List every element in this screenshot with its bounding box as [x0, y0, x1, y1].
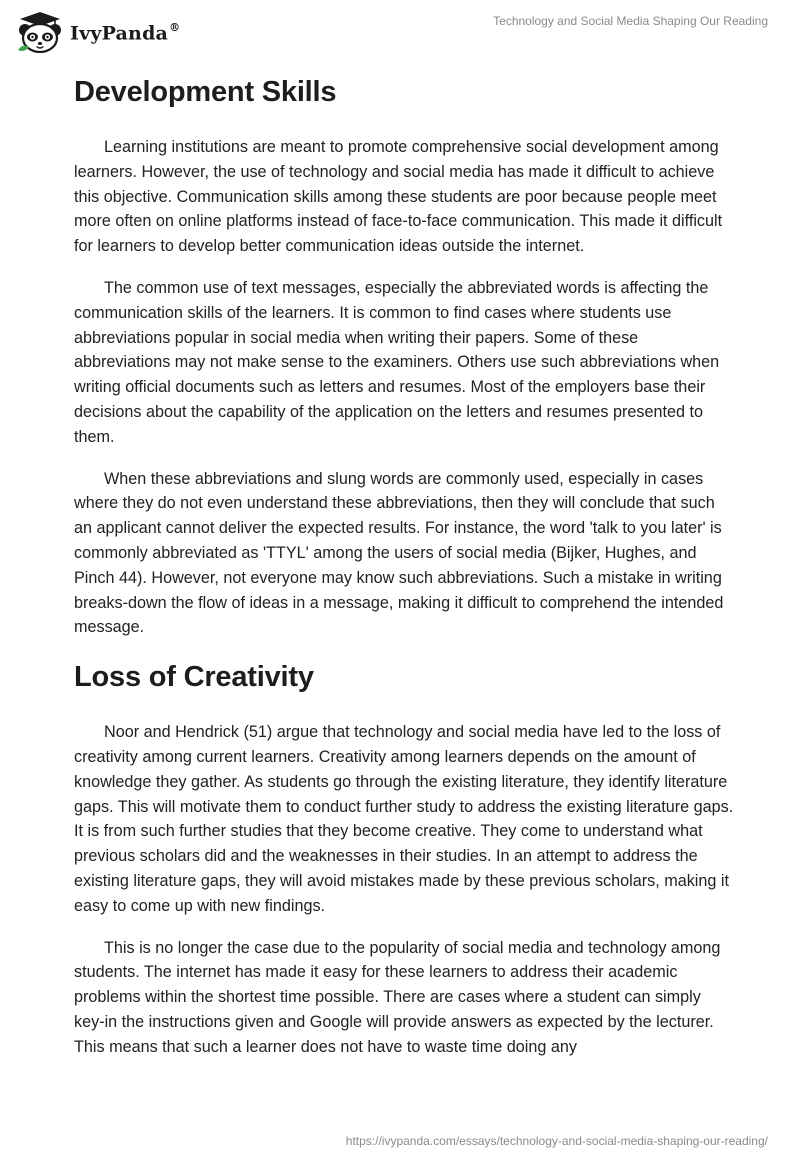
document-title: Technology and Social Media Shaping Our Reading [493, 14, 768, 28]
ivypanda-logo[interactable] [14, 10, 180, 54]
source-url-link[interactable]: https://ivypanda.com/essays/technology-and-social-media-shaping-our-reading/ [345, 1134, 768, 1148]
paragraph: This is no longer the case due to the popularity of social media and technology among students. The internet has made it easy for these learners to address their academic problems within the shortest time possible. There are cases where a student can simply key-in the instructions given and Google will provide answers as expected by the lecturer. This means that such a learner does not have to waste time doing any [74, 938, 721, 1056]
panda-graduate-icon [14, 10, 66, 54]
section-heading-development-skills: Development Skills [74, 76, 337, 108]
paragraph: Learning institutions are meant to promote comprehensive social development among learners. However, the use of technology and social media has made it difficult to achieve this objective. Communication skills among these students are poor because people meet more often on online platforms instead of face-to-face communication. This made it difficult for learners to develop better communication ideas outside the internet. [74, 138, 723, 256]
paragraph: The common use of text messages, especially the abbreviated words is affecting the communication skills of the learners. It is common to find cases where students use abbreviations popular in social media when writing their papers. Some of these abbreviations may not make sense to the examiners. Others use such abbreviations when writing official documents such as letters and resumes. Most of the employers base their decisions about the capability of the application on the letters and resumes presented to them. [74, 278, 720, 446]
brand-name: IvyPanda® [70, 20, 181, 45]
essay-content [74, 70, 734, 1077]
paragraph: When these abbreviations and slung words are commonly used, especially in cases where they do not even understand these abbreviations, then they will conclude that such an applicant cannot deliver the expected results. For instance, the word 'talk to you later' is commonly abbreviated as 'TTYL' among the users of social media (Bijker, Hughes, and Pinch 44). However, not everyone may know such abbreviations. Such a mistake in writing breaks-down the flow of ideas in a message, making it difficult to comprehend the intended message. [74, 469, 724, 637]
registered-mark: ® [169, 20, 181, 34]
section-heading-loss-of-creativity: Loss of Creativity [74, 661, 314, 694]
page-header [0, 0, 800, 64]
paragraph: Noor and Hendrick (51) argue that technology and social media have led to the loss of creativity among current learners. Creativity among learners depends on the amount of knowledge they gather. As students go through the existing literature, they identify literature gaps. This will motivate them to conduct further study to address the existing literature gaps. It is from such further studies that they become creative. They come to understand what previous scholars did and the weaknesses in their studies. In an attempt to address the existing literature gaps, they will avoid mistakes made by these previous scholars, making it easy to come up with new findings. [74, 723, 734, 915]
